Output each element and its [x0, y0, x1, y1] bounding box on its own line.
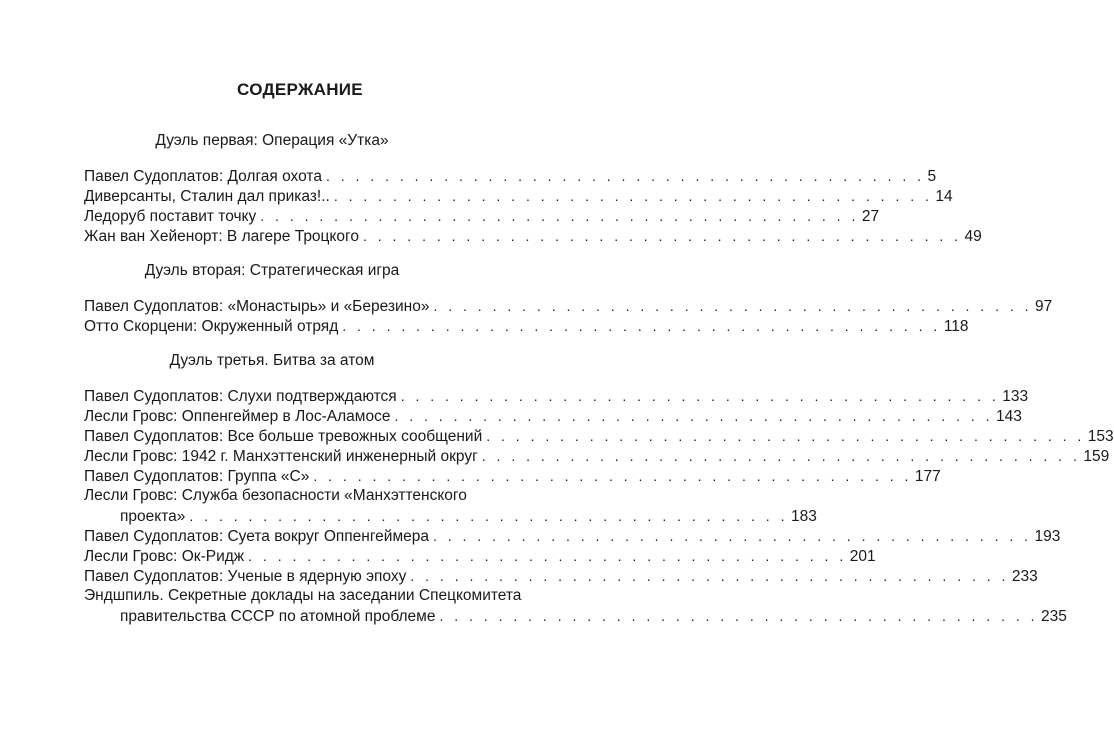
- dot-leader: . . . . . . . . . . . . . . . . . . . . . . . . . . . . . . . . . . . . . . . . .: [394, 408, 994, 424]
- dot-leader: . . . . . . . . . . . . . . . . . . . . . . . . . . . . . . . . . . . . . . . . .: [342, 318, 941, 334]
- dot-leader: . . . . . . . . . . . . . . . . . . . . . . . . . . . . . . . . . . . . . . . . .: [410, 568, 1009, 584]
- entry-page-number: 133: [1002, 388, 1029, 405]
- toc-entry[interactable]: [84, 446, 1110, 466]
- entry-page-number: 159: [1083, 448, 1110, 465]
- dot-leader: . . . . . . . . . . . . . . . . . . . . . . . . . . . . . . . . . . . . . . . . .: [439, 608, 1039, 624]
- toc-entry[interactable]: [84, 316, 969, 336]
- entry-title: Павел Судоплатов: Долгая охота: [84, 168, 322, 185]
- entry-last-line: [84, 606, 1067, 626]
- dot-leader: . . . . . . . . . . . . . . . . . . . . . . . . . . . . . . . . . . . . . . . . .: [325, 168, 925, 184]
- toc-section-2: [84, 260, 1053, 336]
- entry-title: Павел Судоплатов: Ученые в ядерную эпоху: [84, 568, 407, 585]
- entry-title: Павел Судоплатов: Группа «С»: [84, 468, 310, 485]
- toc-entry[interactable]: [84, 546, 876, 566]
- entry-page-number: 97: [1035, 298, 1053, 315]
- entry-title: Павел Судоплатов: «Монастырь» и «Березино»: [84, 298, 430, 315]
- entry-page-number: 5: [927, 168, 937, 185]
- dot-leader: . . . . . . . . . . . . . . . . . . . . . . . . . . . . . . . . . . . . . . . . .: [189, 508, 788, 524]
- entry-title: Павел Судоплатов: Все больше тревожных сообщений: [84, 428, 483, 445]
- entry-title-line-1: Эндшпиль. Секретные доклады на заседании Спецкомитета: [84, 587, 522, 604]
- dot-leader: . . . . . . . . . . . . . . . . . . . . . . . . . . . . . . . . . . . . . . . . .: [333, 188, 933, 204]
- section-heading: Дуэль первая: Операция «Утка»: [155, 132, 389, 149]
- dot-leader: . . . . . . . . . . . . . . . . . . . . . . . . . . . . . . . . . . . . . . . . .: [433, 298, 1033, 314]
- toc-entry[interactable]: [84, 586, 1067, 626]
- entry-page-number: 201: [849, 548, 876, 565]
- entry-title: Диверсанты, Сталин дал приказ!..: [84, 188, 330, 205]
- dot-leader: . . . . . . . . . . . . . . . . . . . . . . . . . . . . . . . . . . . . . . . . .: [362, 228, 962, 244]
- entry-title: Отто Скорцени: Окруженный отряд: [84, 318, 339, 335]
- dot-leader: . . . . . . . . . . . . . . . . . . . . . . . . . . . . . . . . . . . . . . . . .: [400, 388, 1000, 404]
- toc-section-3: [84, 350, 1114, 626]
- dot-leader: . . . . . . . . . . . . . . . . . . . . . . . . . . . . . . . . . . . . . . . . .: [481, 448, 1081, 464]
- entry-page-number: 183: [790, 508, 817, 525]
- entry-title: Павел Судоплатов: Суета вокруг Оппенгеймера: [84, 528, 429, 545]
- toc-entry[interactable]: [84, 206, 880, 226]
- entry-title: Лесли Гровс: 1942 г. Манхэттенский инженерный округ: [84, 448, 478, 465]
- section-heading: Дуэль вторая: Стратегическая игра: [144, 262, 400, 279]
- toc-entry[interactable]: [84, 486, 817, 526]
- entry-page-number: 235: [1041, 608, 1067, 625]
- dot-leader: . . . . . . . . . . . . . . . . . . . . . . . . . . . . . . . . . . . . . . . . .: [486, 428, 1085, 444]
- toc-entry[interactable]: [84, 296, 1053, 316]
- toc-entry[interactable]: [84, 406, 1022, 426]
- entry-title: Ледоруб поставит точку: [84, 208, 257, 225]
- entry-title: Жан ван Хейенорт: В лагере Троцкого: [84, 228, 359, 245]
- entry-title-line-1: Лесли Гровс: Служба безопасности «Манхэттенского: [84, 487, 467, 504]
- entry-page-number: 177: [914, 468, 941, 485]
- dot-leader: . . . . . . . . . . . . . . . . . . . . . . . . . . . . . . . . . . . . . . . . .: [248, 548, 847, 564]
- toc-entry[interactable]: [84, 386, 1029, 406]
- dot-leader: . . . . . . . . . . . . . . . . . . . . . . . . . . . . . . . . . . . . . . . . .: [260, 208, 859, 224]
- toc-section-1: [84, 130, 982, 246]
- toc-entry[interactable]: [84, 226, 982, 246]
- toc-entry[interactable]: [84, 426, 1114, 446]
- entry-last-line: [84, 506, 817, 526]
- entry-page-number: 49: [964, 228, 982, 245]
- table-of-contents: [84, 130, 1114, 634]
- entry-title: Павел Судоплатов: Слухи подтверждаются: [84, 388, 397, 405]
- toc-entry[interactable]: [84, 466, 941, 486]
- entry-page-number: 233: [1011, 568, 1038, 585]
- toc-entry[interactable]: [84, 566, 1038, 586]
- entry-title-line-2: правительства СССР по атомной проблеме: [120, 608, 436, 625]
- entry-page-number: 118: [943, 318, 969, 335]
- entry-page-number: 27: [861, 208, 880, 225]
- entry-page-number: 143: [996, 408, 1022, 425]
- toc-entry[interactable]: [84, 166, 937, 186]
- page-title: СОДЕРЖАНИЕ: [237, 80, 363, 99]
- entry-page-number: 14: [935, 188, 953, 205]
- entry-title: Лесли Гровс: Оппенгеймер в Лос-Аламосе: [84, 408, 391, 425]
- entry-page-number: 193: [1034, 528, 1061, 545]
- entry-title: Лесли Гровс: Ок-Ридж: [84, 548, 245, 565]
- section-heading: Дуэль третья. Битва за атом: [169, 352, 375, 369]
- toc-entry[interactable]: [84, 186, 953, 206]
- entry-title-line-2: проекта»: [120, 508, 186, 525]
- dot-leader: . . . . . . . . . . . . . . . . . . . . . . . . . . . . . . . . . . . . . . . . .: [432, 528, 1032, 544]
- dot-leader: . . . . . . . . . . . . . . . . . . . . . . . . . . . . . . . . . . . . . . . . .: [313, 468, 912, 484]
- entry-page-number: 153: [1087, 428, 1114, 445]
- toc-entry[interactable]: [84, 526, 1061, 546]
